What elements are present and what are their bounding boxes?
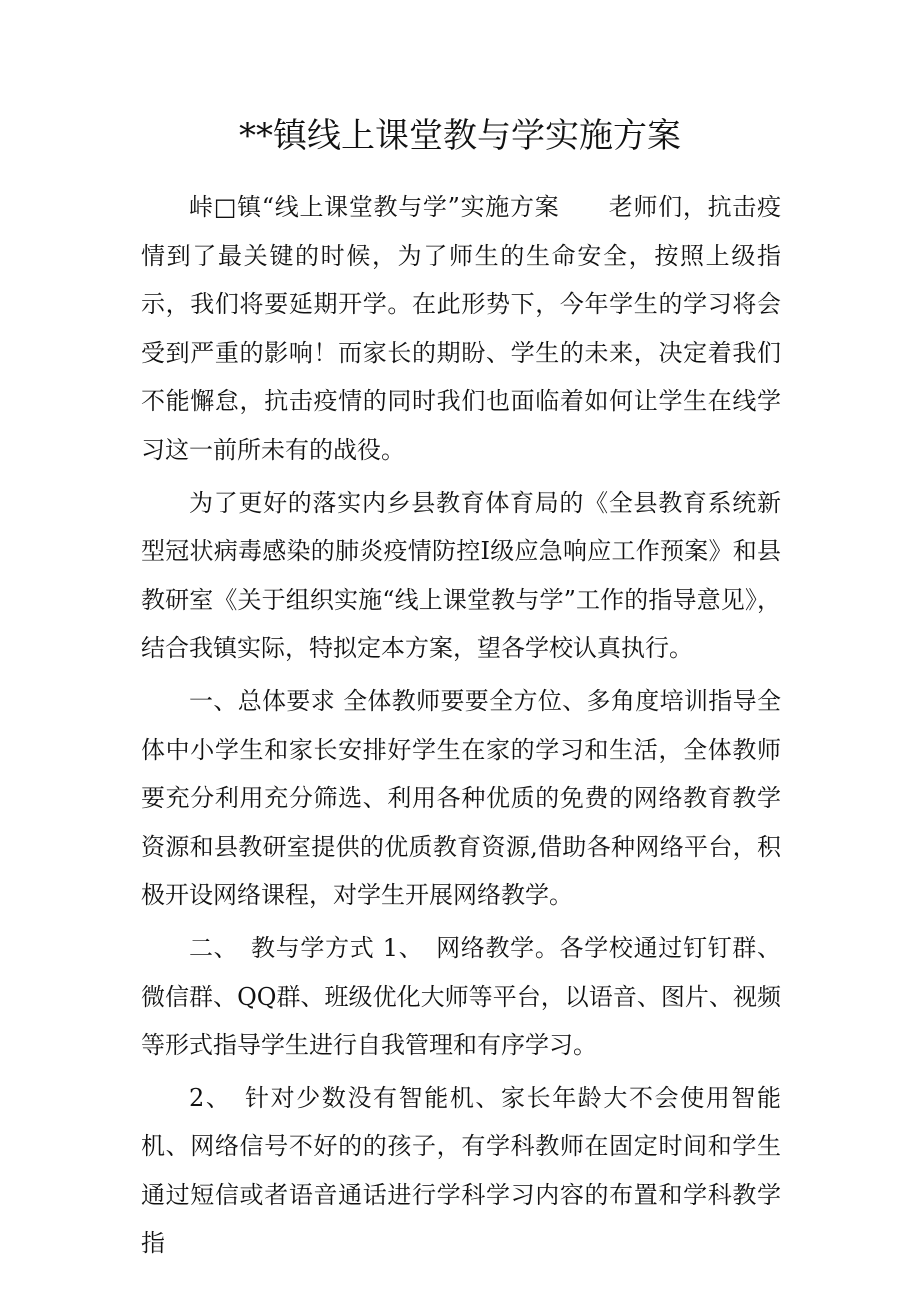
paragraph-teaching-methods: 二、 教与学方式 1、 网络教学。各学校通过钉钉群、微信群、QQ群、班级优化大师等平台，以语音、图片、视频等形式指导学生进行自我管理和有序学习。: [141, 933, 781, 1060]
paragraph-basis: 为了更好的落实内乡县教育体育局的《全县教育系统新型冠状病毒感染的肺炎疫情防控Ⅰ级应急响应工作预案》和县教研室《关于组织实施“线上课堂教与学”工作的指导意见》，结合我镇实际，特拟定本方案，望各学校认真执行。: [141, 488, 781, 663]
paragraph-method-2: 2、 针对少数没有智能机、家长年龄大不会使用智能机、网络信号不好的的孩子，有学科教师在固定时间和学生通过短信或者语音通话进行学科学习内容的布置和学科教学指: [141, 1083, 781, 1258]
document-title: **镇线上课堂教与学实施方案: [239, 116, 681, 156]
document-body: [141, 183, 781, 1272]
paragraph-general-requirements: 一、总体要求 全体教师要要全方位、多角度培训指导全体中小学生和家长安排好学生在家的学习和生活，全体教师要充分利用充分筛选、利用各种优质的免费的网络教育教学资源和县教研室提供的优质教育资源,借助各种网络平台，积极开设网络课程，对学生开展网络教学。: [141, 686, 781, 910]
paragraph-intro: 峠□镇“线上课堂教与学”实施方案 老师们，抗击疫情到了最关键的时候，为了师生的生命安全，按照上级指示，我们将要延期开学。在此形势下，今年学生的学习将会受到严重的影响！而家长的期盼、学生的未来，决定着我们不能懈怠，抗击疫情的同时我们也面临着如何让学生在线学习这一前所未有的战役。: [141, 193, 781, 464]
